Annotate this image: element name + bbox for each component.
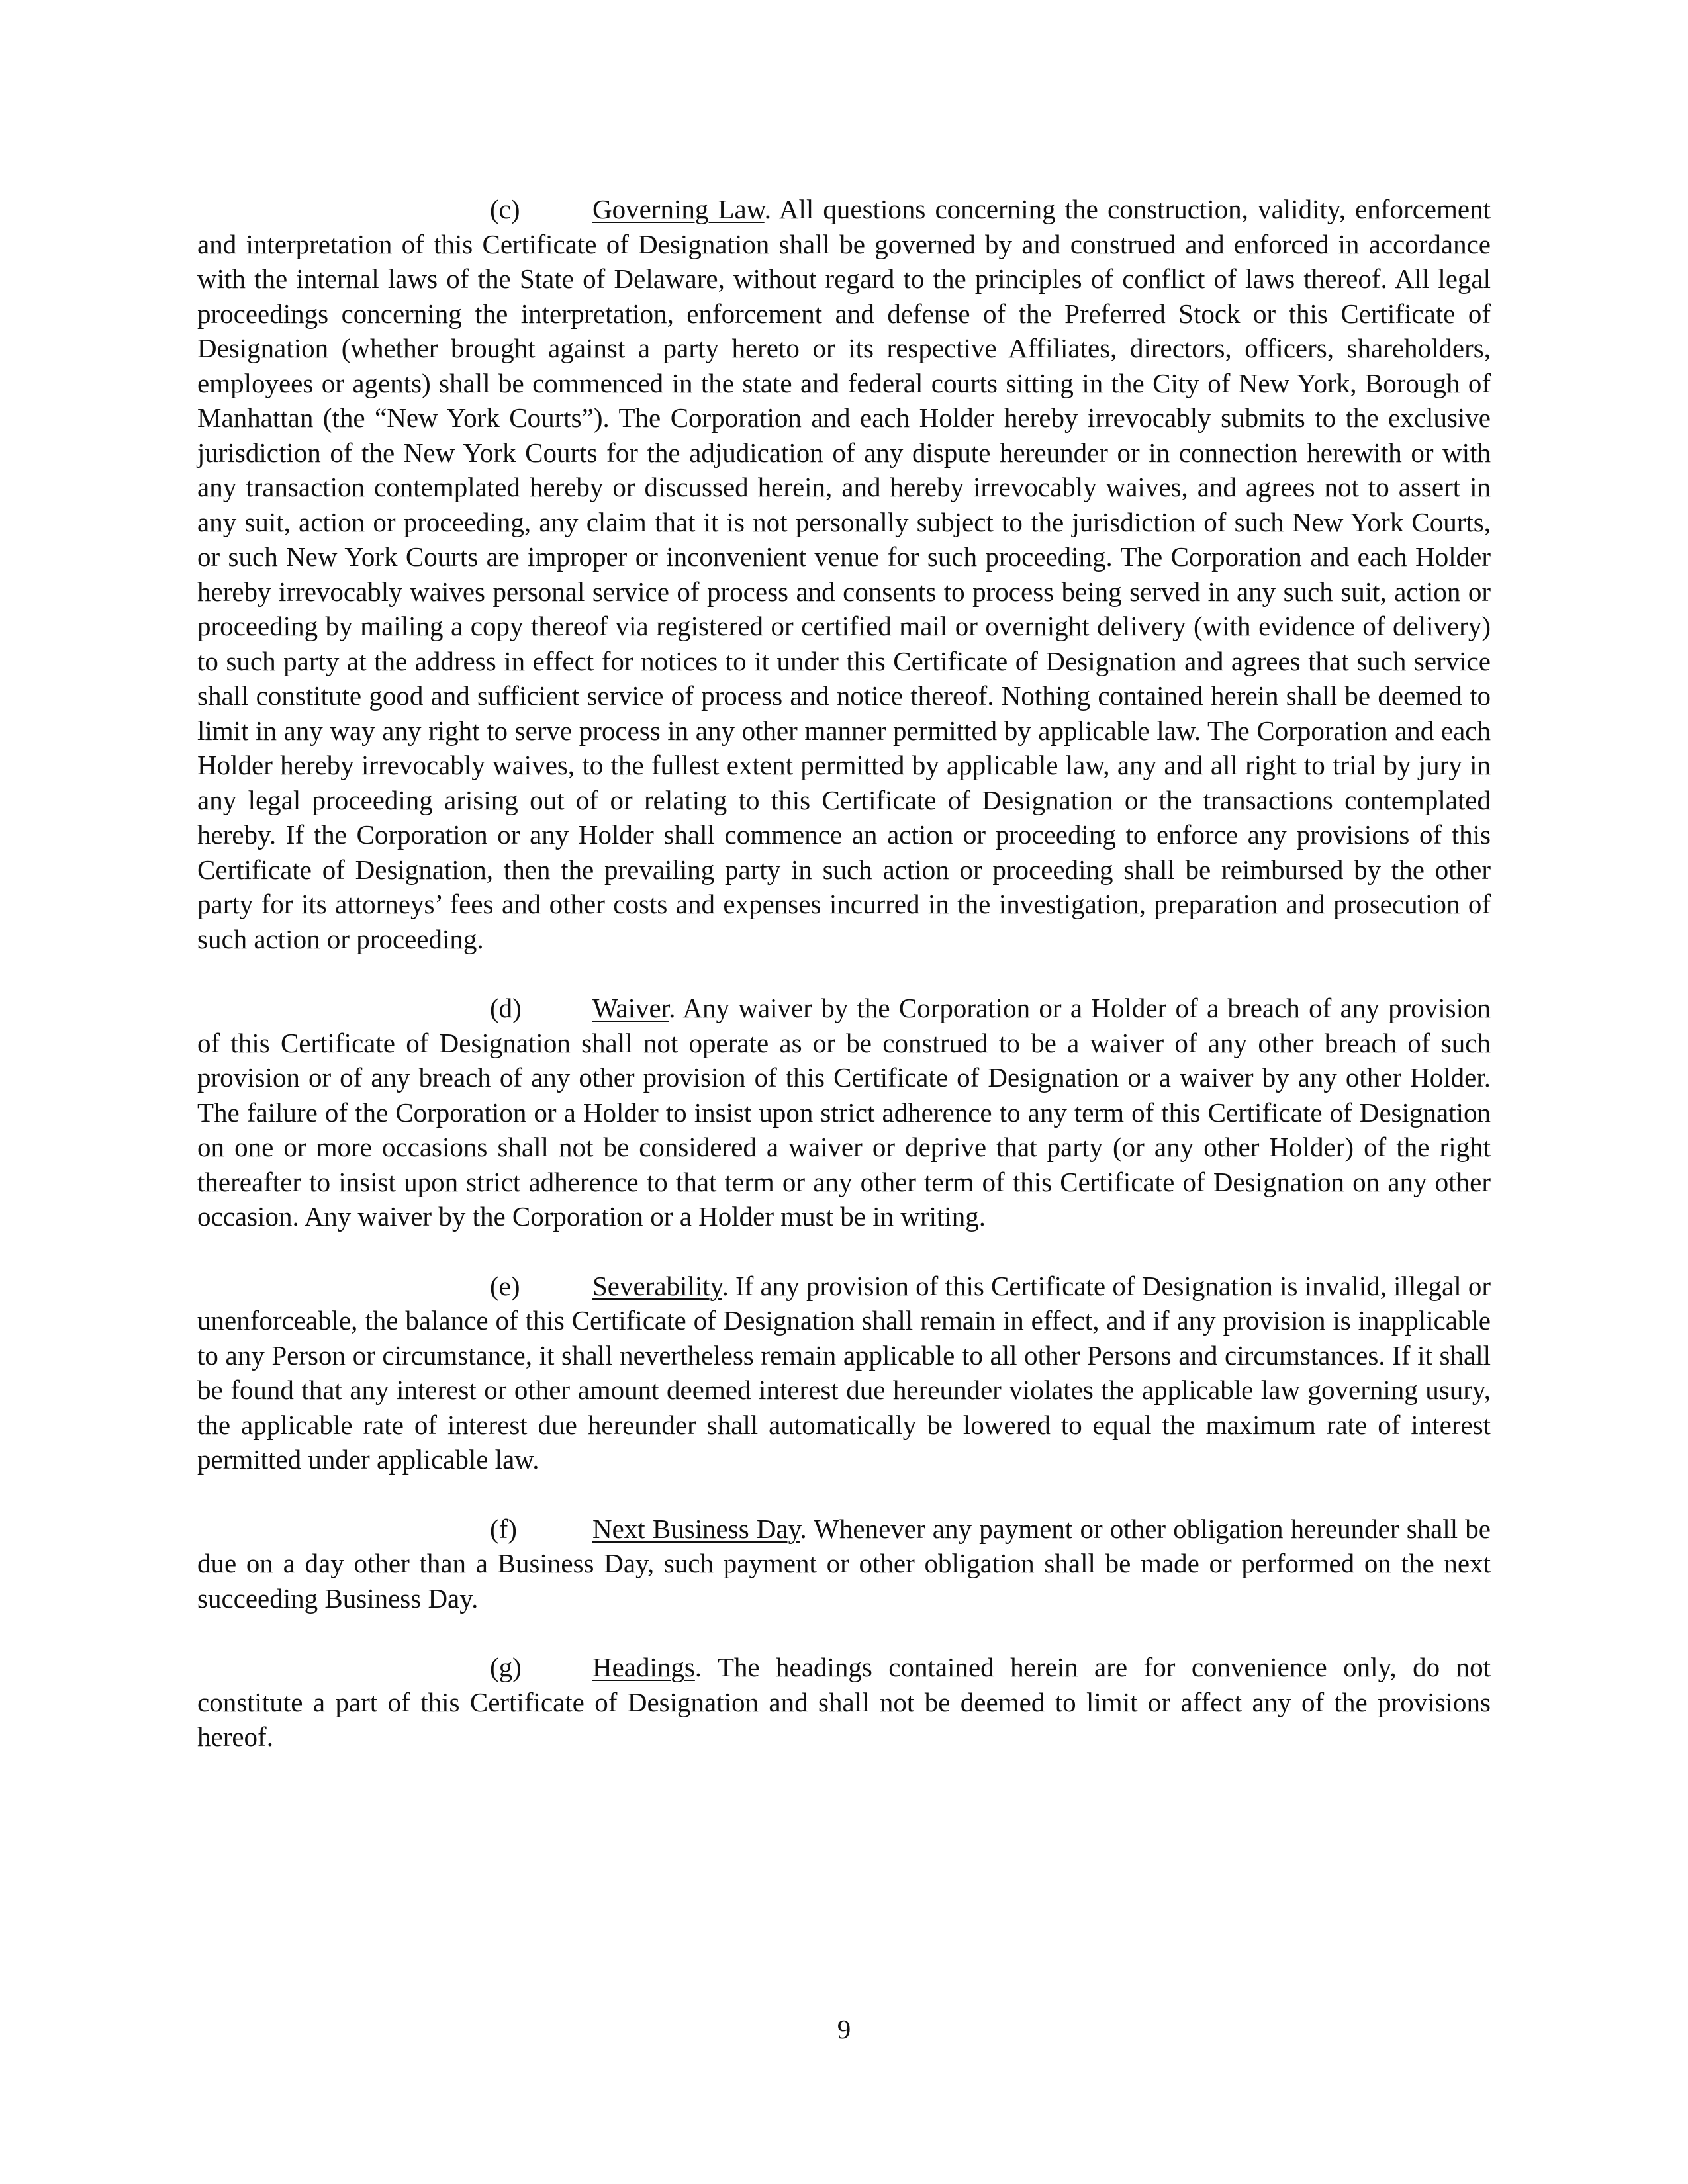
section-label: (f) xyxy=(490,1513,517,1544)
section-text: The headings contained herein are for convenience only, do not constitute a part of this Certificate of Designation and shall not be deemed to limit or affect any of the provisions hereof. xyxy=(197,1652,1491,1752)
section-text: Any waiver by the Corporation or a Holder of a breach of any provision of this Certificate of Designation shall not operate as or be construed to be a waiver of any other breach of such provision or of any breach of any other provision of this Certificate of Designation or a waiver by any other Holder. The failure of the Corporation or a Holder to insist upon strict adherence to any term of this Certificate of Designation on one or more occasions shall not be considered a waiver or deprive that party (or any other Holder) of the right thereafter to insist upon strict adherence to that term or any other term of this Certificate of Designation on any other occasion. Any waiver by the Corporation or a Holder must be in writing. xyxy=(197,993,1491,1232)
section-heading: Governing Law xyxy=(592,194,765,224)
page-number: 9 xyxy=(837,2014,851,2044)
section-heading: Next Business Day xyxy=(592,1513,800,1544)
section-text: All questions concerning the construction, validity, enforcement and interpretation of this Certificate of Designation shall be governed by and construed and enforced in accordance with the internal laws of the State of Delaware, without regard to the principles of conflict of laws thereof. All legal proceedings concerning the interpretation, enforcement and defense of the Preferred Stock or this Certificate of Designation (whether brought against a party hereto or its respective Affiliates, directors, officers, shareholders, employees or agents) shall be commenced in the state and federal courts sitting in the City of New York, Borough of Manhattan (the “New York Courts”). The Corporation and each Holder hereby irrevocably submits to the exclusive jurisdiction of the New York Courts for the adjudication of any dispute hereunder or in connection herewith or with any transaction contemplated hereby or discussed herein, and hereby irrevocably waives, and agrees not to assert in any suit, action or proceeding, any claim that it is not personally subject to the jurisdiction of such New York Courts, or such New York Courts are improper or inconvenient venue for such proceeding. The Corporation and each Holder hereby irrevocably waives personal service of process and consents to process being served in any such suit, action or proceeding by mailing a copy thereof via registered or certified mail or overnight delivery (with evidence of delivery) to such party at the address in effect for notices to it under this Certificate of Designation and agrees that such service shall constitute good and sufficient service of process and notice thereof. Nothing contained herein shall be deemed to limit in any way any right to serve process in any other manner permitted by applicable law. The Corporation and each Holder hereby irrevocably waives, to the fullest extent permitted by applicable law, any and all right to trial by jury in any legal proceeding arising out of or relating to this Certificate of Designation or the transactions contemplated hereby. If the Corporation or any Holder shall commence an action or proceeding to enforce any provisions of this Certificate of Designation, then the prevailing party in such action or proceeding shall be reimbursed by the other party for its attorneys’ fees and other costs and expenses incurred in the investigation, preparation and prosecution of such action or proceeding. xyxy=(197,194,1491,954)
section-heading: Severability xyxy=(592,1270,722,1301)
section-text: Whenever any payment or other obligation hereunder shall be due on a day other than a Business Day, such payment or other obligation shall be made or performed on the next succeeding Business Day. xyxy=(197,1513,1491,1614)
section-label: (c) xyxy=(490,194,520,224)
section-label: (g) xyxy=(490,1652,522,1682)
section-label: (e) xyxy=(490,1270,520,1301)
section-heading: Headings xyxy=(592,1652,695,1682)
section-e: (e) Severability. If any provision of this Certificate of Designation is invalid, illegal or unenforceable, the balance of this Certificate of Designation shall remain in effect, and if any provision is inapplicable to any Person or circumstance, it shall nevertheless remain applicable to all other Persons and circumstances. If it shall be found that any interest or other amount deemed interest due hereunder violates the applicable law governing usury, the applicable rate of interest due hereunder shall automatically be lowered to equal the maximum rate of interest permitted under applicable law. xyxy=(197,1269,1491,1477)
section-text: If any provision of this Certificate of Designation is invalid, illegal or unenforceable, the balance of this Certificate of Designation shall remain in effect, and if any provision is inapplicable to any Person or circumstance, it shall nevertheless remain applicable to all other Persons and circumstances. If it shall be found that any interest or other amount deemed interest due hereunder violates the applicable law governing usury, the applicable rate of interest due hereunder shall automatically be lowered to equal the maximum rate of interest permitted under applicable law. xyxy=(197,1270,1491,1475)
document-body xyxy=(197,192,1491,1789)
section-g: (g) Headings. The headings contained herein are for convenience only, do not constitute a part of this Certificate of Designation and shall not be deemed to limit or affect any of the provisions hereof. xyxy=(197,1650,1491,1754)
section-c: (c) Governing Law. All questions concerning the construction, validity, enforcement and interpretation of this Certificate of Designation shall be governed by and construed and enforced in accordance with the internal laws of the State of Delaware, without regard to the principles of conflict of laws thereof. All legal proceedings concerning the interpretation, enforcement and defense of the Preferred Stock or this Certificate of Designation (whether brought against a party hereto or its respective Affiliates, directors, officers, shareholders, employees or agents) shall be commenced in the state and federal courts sitting in the City of New York, Borough of Manhattan (the “New York Courts”). The Corporation and each Holder hereby irrevocably submits to the exclusive jurisdiction of the New York Courts for the adjudication of any dispute hereunder or in connection herewith or with any transaction contemplated hereby or discussed herein, and hereby irrevocably waives, and agrees not to assert in any suit, action or proceeding, any claim that it is not personally subject to the jurisdiction of such New York Courts, or such New York Courts are improper or inconvenient venue for such proceeding. The Corporation and each Holder hereby irrevocably waives personal service of process and consents to process being served in any such suit, action or proceeding by mailing a copy thereof via registered or certified mail or overnight delivery (with evidence of delivery) to such party at the address in effect for notices to it under this Certificate of Designation and agrees that such service shall constitute good and sufficient service of process and notice thereof. Nothing contained herein shall be deemed to limit in any way any right to serve process in any other manner permitted by applicable law. The Corporation and each Holder hereby irrevocably waives, to the fullest extent permitted by applicable law, any and all right to trial by jury in any legal proceeding arising out of or relating to this Certificate of Designation or the transactions contemplated hereby. If the Corporation or any Holder shall commence an action or proceeding to enforce any provisions of this Certificate of Designation, then the prevailing party in such action or proceeding shall be reimbursed by the other party for its attorneys’ fees and other costs and expenses incurred in the investigation, preparation and prosecution of such action or proceeding. xyxy=(197,192,1491,956)
section-d: (d) Waiver. Any waiver by the Corporation or a Holder of a breach of any provision of this Certificate of Designation shall not operate as or be construed to be a waiver of any other breach of such provision or of any breach of any other provision of this Certificate of Designation or a waiver by any other Holder. The failure of the Corporation or a Holder to insist upon strict adherence to any term of this Certificate of Designation on one or more occasions shall not be considered a waiver or deprive that party (or any other Holder) of the right thereafter to insist upon strict adherence to that term or any other term of this Certificate of Designation on any other occasion. Any waiver by the Corporation or a Holder must be in writing. xyxy=(197,991,1491,1234)
section-f: (f) Next Business Day. Whenever any payment or other obligation hereunder shall be due on a day other than a Business Day, such payment or other obligation shall be made or performed on the next succeeding Business Day. xyxy=(197,1512,1491,1616)
section-heading: Waiver xyxy=(592,993,669,1023)
section-label: (d) xyxy=(490,993,522,1023)
